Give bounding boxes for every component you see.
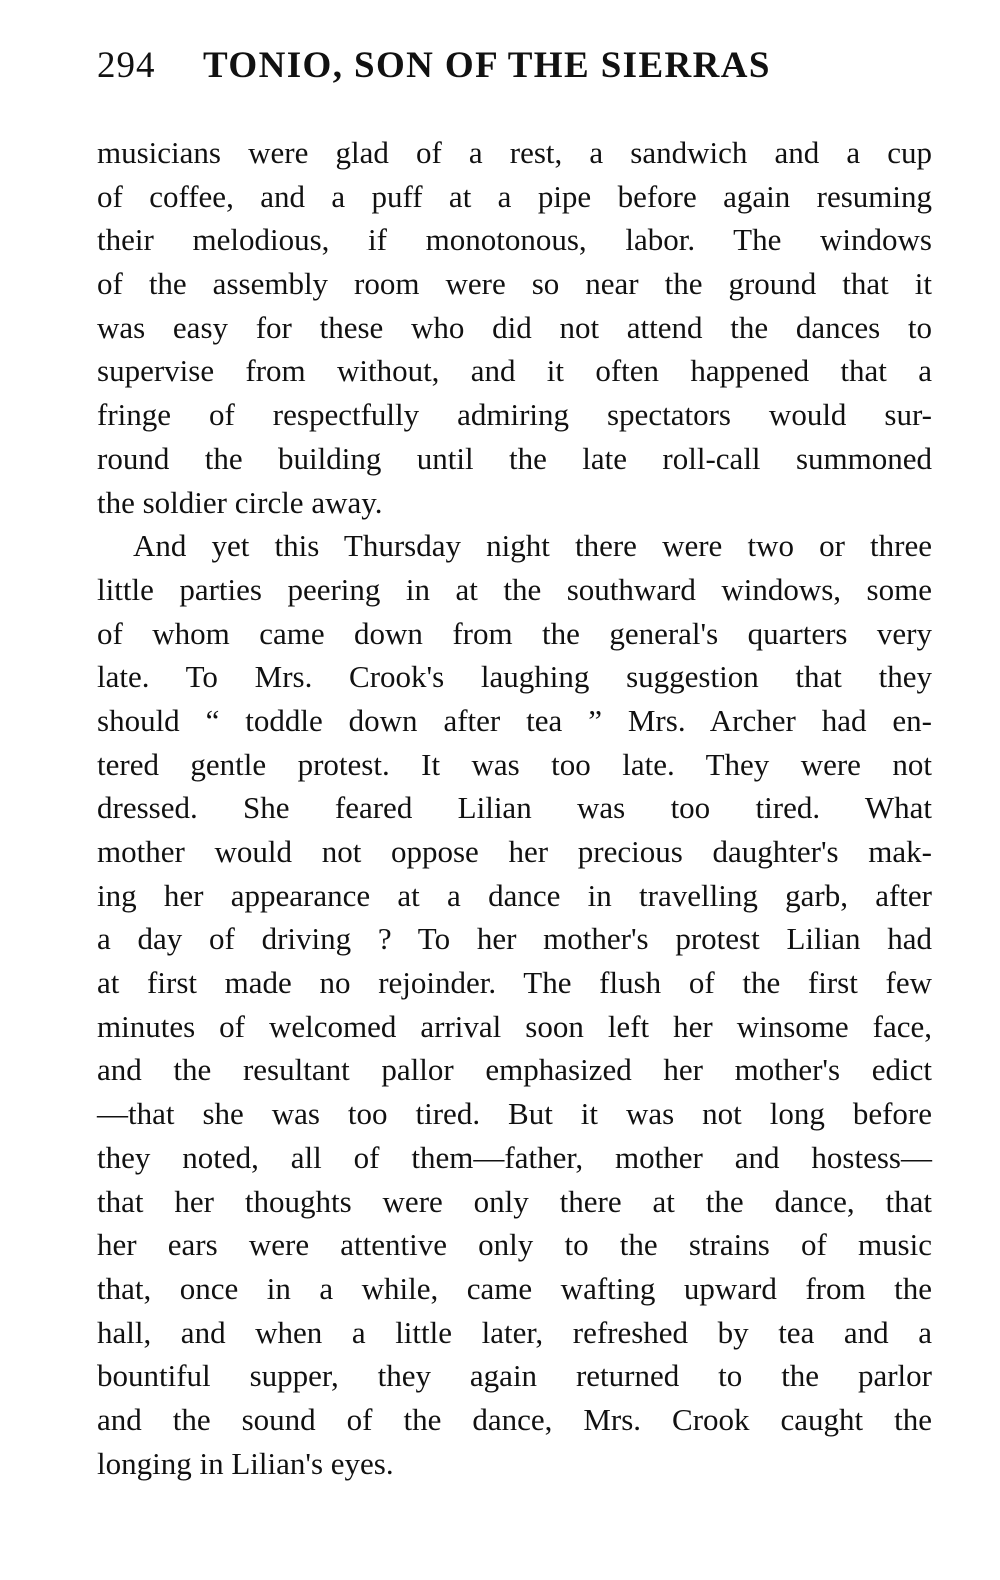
text-line: longing in Lilian's eyes. — [97, 1445, 394, 1481]
text-line: bountiful supper, they again returned to the parlor — [97, 1358, 932, 1394]
text-line: —that she was too tired. But it was not long before — [97, 1096, 932, 1132]
text-line: ing her appearance at a dance in travelling garb, after — [97, 877, 932, 913]
text-line: of coffee, and a puff at a pipe before again resuming — [97, 178, 932, 214]
text-line: and the sound of the dance, Mrs. Crook caught the — [97, 1401, 932, 1437]
text-line: should “ toddle down after tea ” Mrs. Archer had en- — [97, 702, 932, 738]
text-line: hall, and when a little later, refreshed by tea and a — [97, 1314, 932, 1350]
text-line: that, once in a while, came wafting upward from the — [97, 1270, 932, 1306]
text-line: that her thoughts were only there at the dance, that — [97, 1183, 932, 1219]
text-line: their melodious, if monotonous, labor. The windows — [97, 222, 932, 258]
page-number: 294 — [97, 45, 156, 86]
text-line: minutes of welcomed arrival soon left her winsome face, — [97, 1008, 932, 1044]
text-line: musicians were glad of a rest, a sandwich and a cup — [97, 135, 932, 170]
body-text — [97, 131, 932, 1485]
text-line: mother would not oppose her precious daughter's mak- — [97, 834, 932, 869]
text-line: at first made no rejoinder. The flush of the first few — [97, 965, 932, 1001]
text-line: and the resultant pallor emphasized her mother's edict — [97, 1052, 932, 1088]
text-line: little parties peering in at the southward windows, some — [97, 571, 932, 607]
text-line: they noted, all of them—father, mother and hostess— — [97, 1139, 932, 1175]
text-line: late. To Mrs. Crook's laughing suggestion that they — [97, 659, 932, 695]
text-line: of the assembly room were so near the ground that it — [97, 266, 932, 302]
text-line: round the building until the late roll-call summoned — [97, 440, 932, 476]
text-line: the soldier circle away. — [97, 484, 383, 520]
paragraph-start-line: And yet this Thursday night there were two or three — [133, 528, 932, 564]
text-line: tered gentle protest. It was too late. They were not — [97, 746, 932, 782]
text-line: of whom came down from the general's quarters very — [97, 615, 932, 651]
page-header — [97, 44, 935, 104]
text-line: a day of driving ? To her mother's protest Lilian had — [97, 921, 932, 957]
text-line: dressed. She feared Lilian was too tired. What — [97, 790, 932, 826]
text-line: her ears were attentive only to the strains of music — [97, 1227, 932, 1263]
text-line: was easy for these who did not attend the dances to — [97, 309, 932, 345]
text-line: fringe of respectfully admiring spectators would sur- — [97, 397, 932, 433]
text-line: supervise from without, and it often happened that a — [97, 353, 932, 389]
running-title: TONIO, SON OF THE SIERRAS — [203, 45, 771, 86]
